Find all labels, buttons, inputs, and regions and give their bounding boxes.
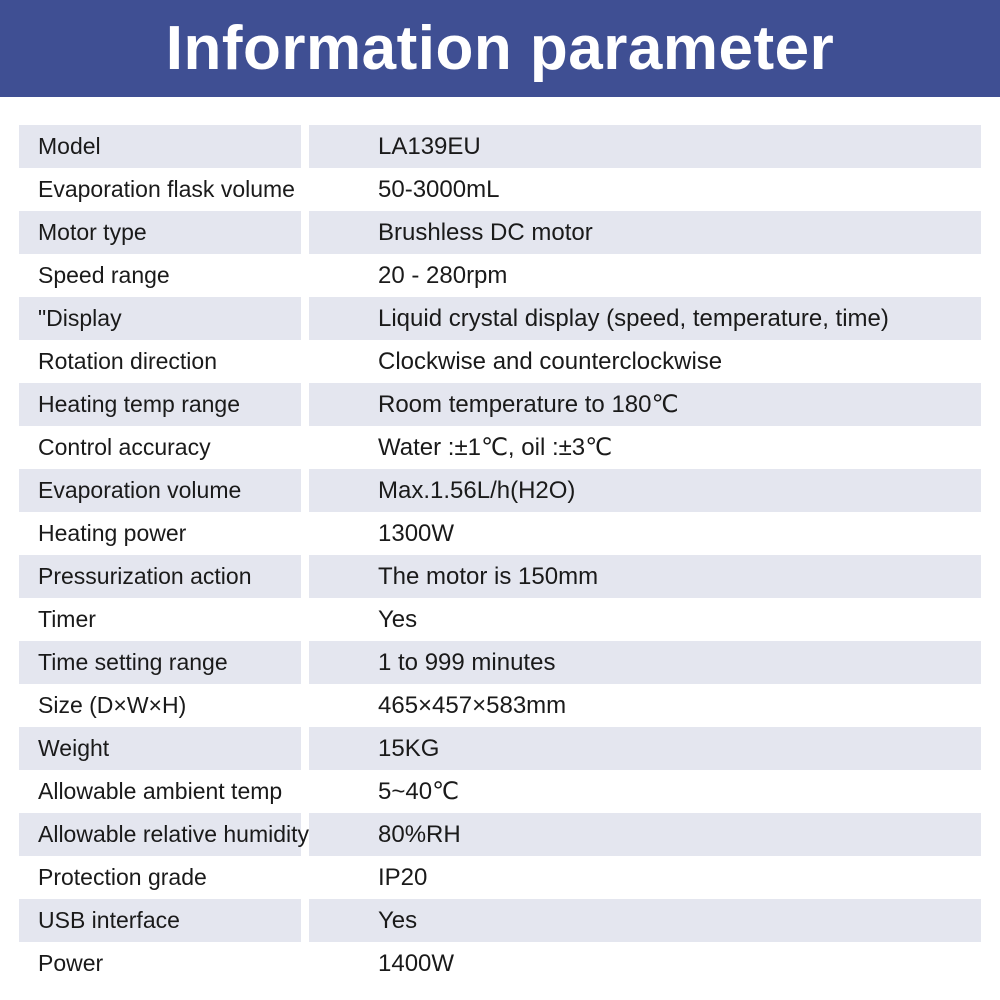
spec-label: Heating temp range <box>19 383 301 426</box>
spec-value: 1 to 999 minutes <box>309 641 981 684</box>
spec-label: "Display <box>19 297 301 340</box>
spec-row <box>19 684 981 727</box>
spec-row <box>19 598 981 641</box>
spec-row <box>19 641 981 684</box>
spec-value: 1300W <box>378 519 455 547</box>
title-banner <box>0 0 1000 97</box>
spec-row <box>19 856 981 899</box>
spec-row <box>19 426 981 469</box>
spec-label: Speed range <box>38 262 170 288</box>
spec-label: Evaporation flask volume <box>38 176 295 202</box>
spec-row <box>19 383 981 426</box>
spec-label: Evaporation volume <box>19 469 301 512</box>
spec-value: Water :±1℃, oil :±3℃ <box>378 434 613 461</box>
spec-row <box>19 899 981 942</box>
spec-value: 20 - 280rpm <box>378 261 508 289</box>
spec-label: Heating power <box>38 520 187 546</box>
spec-label: Time setting range <box>19 641 301 684</box>
spec-label: Pressurization action <box>19 555 301 598</box>
spec-value: 50-3000mL <box>378 175 500 203</box>
spec-row <box>19 297 981 340</box>
spec-value: Yes <box>378 605 418 633</box>
spec-row <box>19 512 981 555</box>
spec-label: Allowable ambient temp <box>38 778 283 804</box>
spec-row <box>19 168 981 211</box>
spec-row <box>19 211 981 254</box>
spec-label: Allowable relative humidity <box>19 813 301 856</box>
spec-value: 1400W <box>378 949 455 977</box>
spec-value: 80%RH <box>309 813 981 856</box>
spec-row <box>19 254 981 297</box>
spec-label: Timer <box>38 606 96 632</box>
spec-label: Model <box>19 125 301 168</box>
spec-label: Power <box>38 950 104 976</box>
spec-value: 5~40℃ <box>378 778 460 805</box>
spec-value: Clockwise and counterclockwise <box>378 347 723 375</box>
spec-value: Yes <box>309 899 981 942</box>
spec-value: Room temperature to 180℃ <box>309 383 981 426</box>
spec-row <box>19 555 981 598</box>
spec-value: The motor is 150mm <box>309 555 981 598</box>
spec-value: 465×457×583mm <box>378 691 567 719</box>
spec-row <box>19 770 981 813</box>
spec-value: Liquid crystal display (speed, temperature, time) <box>309 297 981 340</box>
spec-row <box>19 727 981 770</box>
spec-label: Protection grade <box>38 864 207 890</box>
page-title: Information parameter <box>165 13 835 83</box>
spec-row <box>19 125 981 168</box>
spec-label: Motor type <box>19 211 301 254</box>
spec-row <box>19 469 981 512</box>
spec-table <box>19 125 981 985</box>
spec-label: Control accuracy <box>38 434 211 460</box>
spec-value: IP20 <box>378 863 428 891</box>
spec-row <box>19 813 981 856</box>
spec-value: 15KG <box>309 727 981 770</box>
spec-label: USB interface <box>19 899 301 942</box>
spec-value: Brushless DC motor <box>309 211 981 254</box>
spec-label: Weight <box>19 727 301 770</box>
spec-value: Max.1.56L/h(H2O) <box>309 469 981 512</box>
spec-row <box>19 340 981 383</box>
spec-label: Rotation direction <box>38 348 217 374</box>
spec-value: LA139EU <box>309 125 981 168</box>
spec-row <box>19 942 981 985</box>
spec-label: Size (D×W×H) <box>38 692 187 718</box>
